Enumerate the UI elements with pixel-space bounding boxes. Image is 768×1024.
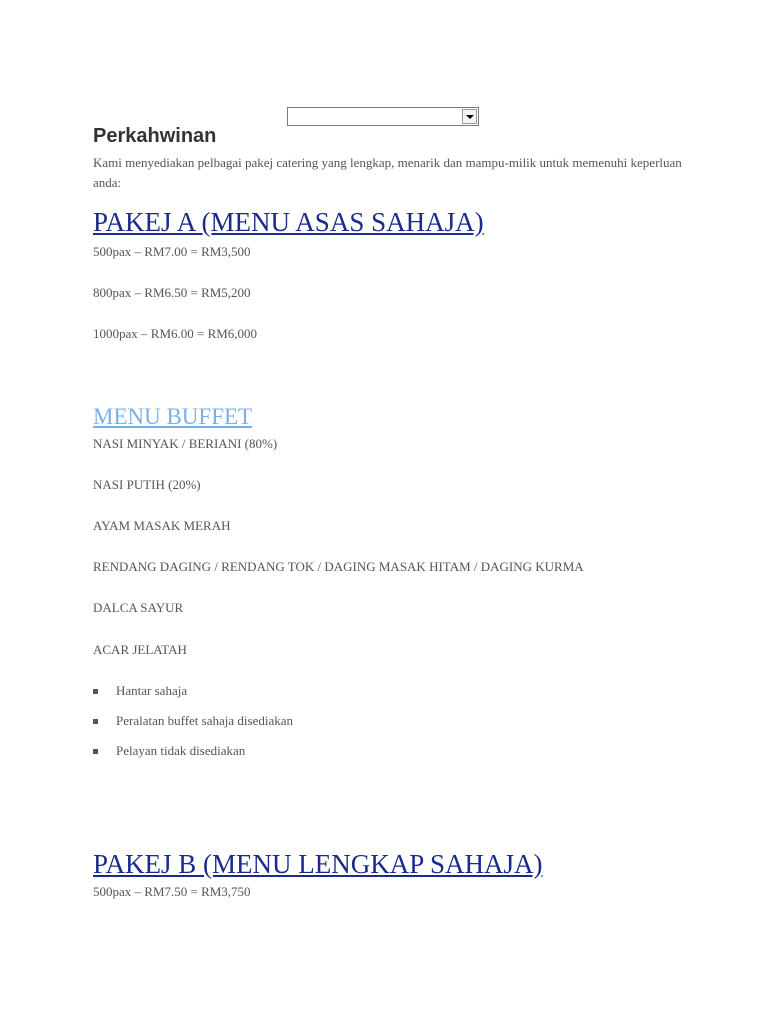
note-text: Hantar sahaja <box>116 683 188 698</box>
chevron-down-icon[interactable] <box>462 109 477 124</box>
package-b-price-1: 500pax – RM7.50 = RM3,750 <box>93 884 251 899</box>
square-bullet-icon <box>93 749 98 754</box>
menu-item: NASI MINYAK / BERIANI (80%) <box>93 436 278 451</box>
square-bullet-icon <box>93 719 98 724</box>
intro-text: Kami menyediakan pelbagai pakej catering yang lengkap, menarik dan mampu-milik untuk memenuhi keperluan anda: <box>93 155 682 190</box>
package-a-price-1: 500pax – RM7.00 = RM3,500 <box>93 244 251 259</box>
package-a-price-3: 1000pax – RM6.00 = RM6,000 <box>93 326 258 341</box>
menu-item: RENDANG DAGING / RENDANG TOK / DAGING MASAK HITAM / DAGING KURMA <box>93 559 584 574</box>
menu-item: NASI PUTIH (20%) <box>93 477 201 492</box>
menu-item: AYAM MASAK MERAH <box>93 518 231 533</box>
menu-buffet-heading[interactable]: MENU BUFFET <box>93 404 253 429</box>
note-list-item <box>93 683 187 699</box>
package-b-heading[interactable]: PAKEJ B (MENU LENGKAP SAHAJA) <box>93 849 543 879</box>
menu-item: ACAR JELATAH <box>93 642 187 657</box>
note-text: Peralatan buffet sahaja disediakan <box>116 713 293 728</box>
note-text: Pelayan tidak disediakan <box>116 743 246 758</box>
page-title: Perkahwinan <box>93 125 217 147</box>
square-bullet-icon <box>93 689 98 694</box>
menu-item: DALCA SAYUR <box>93 600 184 615</box>
dropdown-select[interactable] <box>287 107 479 126</box>
note-list-item <box>93 743 245 759</box>
package-a-heading[interactable]: PAKEJ A (MENU ASAS SAHAJA) <box>93 207 484 237</box>
package-a-price-2: 800pax – RM6.50 = RM5,200 <box>93 285 251 300</box>
note-list-item <box>93 713 293 729</box>
